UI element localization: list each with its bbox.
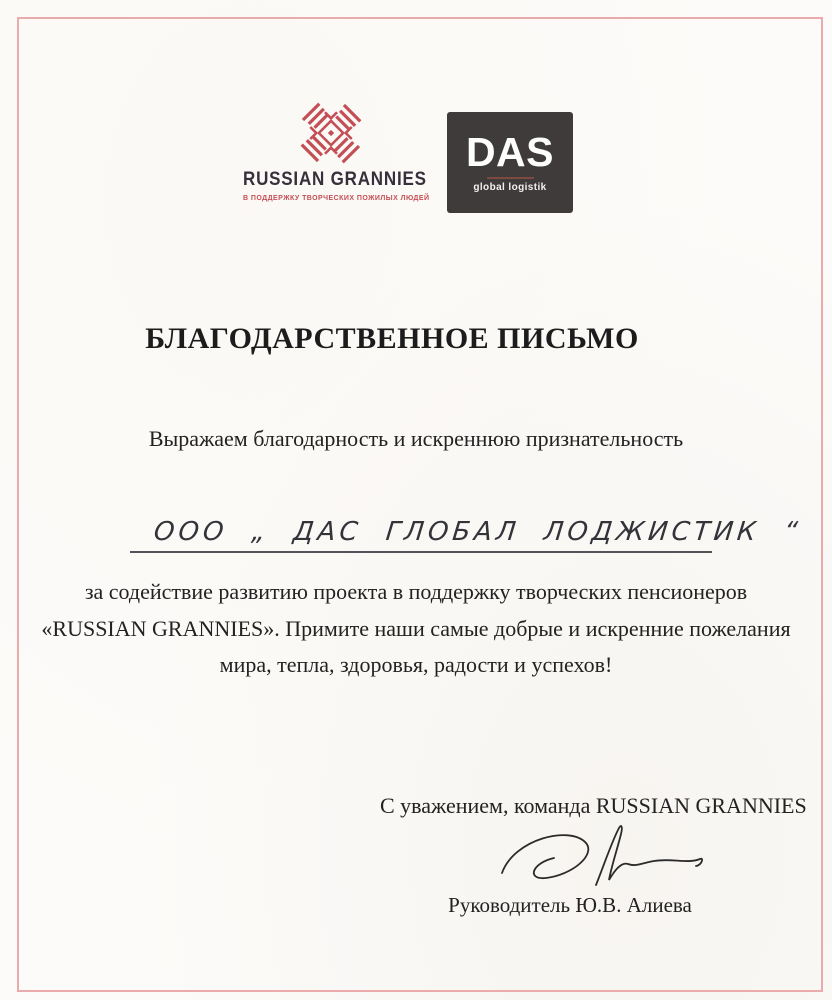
das-underline: [487, 177, 534, 179]
recipient-underline: [130, 498, 803, 553]
handwritten-signature: [492, 823, 707, 891]
closing-line: С уважением, команда RUSSIAN GRANNIES: [380, 793, 807, 818]
folk-ornament-icon: [299, 100, 363, 166]
russian-grannies-wordmark: RUSSIAN GRANNIES: [243, 168, 427, 190]
intro-line: Выражаем благодарность и искреннюю признательность: [148, 426, 684, 451]
signer-line: Руководитель Ю.В. Алиева: [448, 893, 692, 917]
russian-grannies-tagline: В ПОДДЕРЖКУ ТВОРЧЕСКИХ ПОЖИЛЫХ ЛЮДЕЙ: [243, 195, 430, 202]
signature-block: [380, 793, 807, 918]
letter-title: БЛАГОДАРСТВЕННОЕ ПИСЬМО: [145, 322, 639, 355]
body-line-1: за содействие развитию проекта в поддержку творческих пенсионеров: [84, 579, 748, 604]
body-line-2: «RUSSIAN GRANNIES». Примите наши самые добрые и искренние пожелания: [41, 616, 791, 641]
recipient-handwritten-name: ООО „ ДАС ГЛОБАЛ ЛОДЖИСТИК “: [152, 517, 803, 547]
das-wordmark: DAS: [465, 129, 555, 175]
body-line-3: мира, тепла, здоровья, радости и успехов!: [219, 652, 613, 677]
russian-grannies-logo: [243, 100, 430, 202]
das-tagline: global logistik: [473, 182, 547, 193]
das-logo: [447, 112, 573, 213]
